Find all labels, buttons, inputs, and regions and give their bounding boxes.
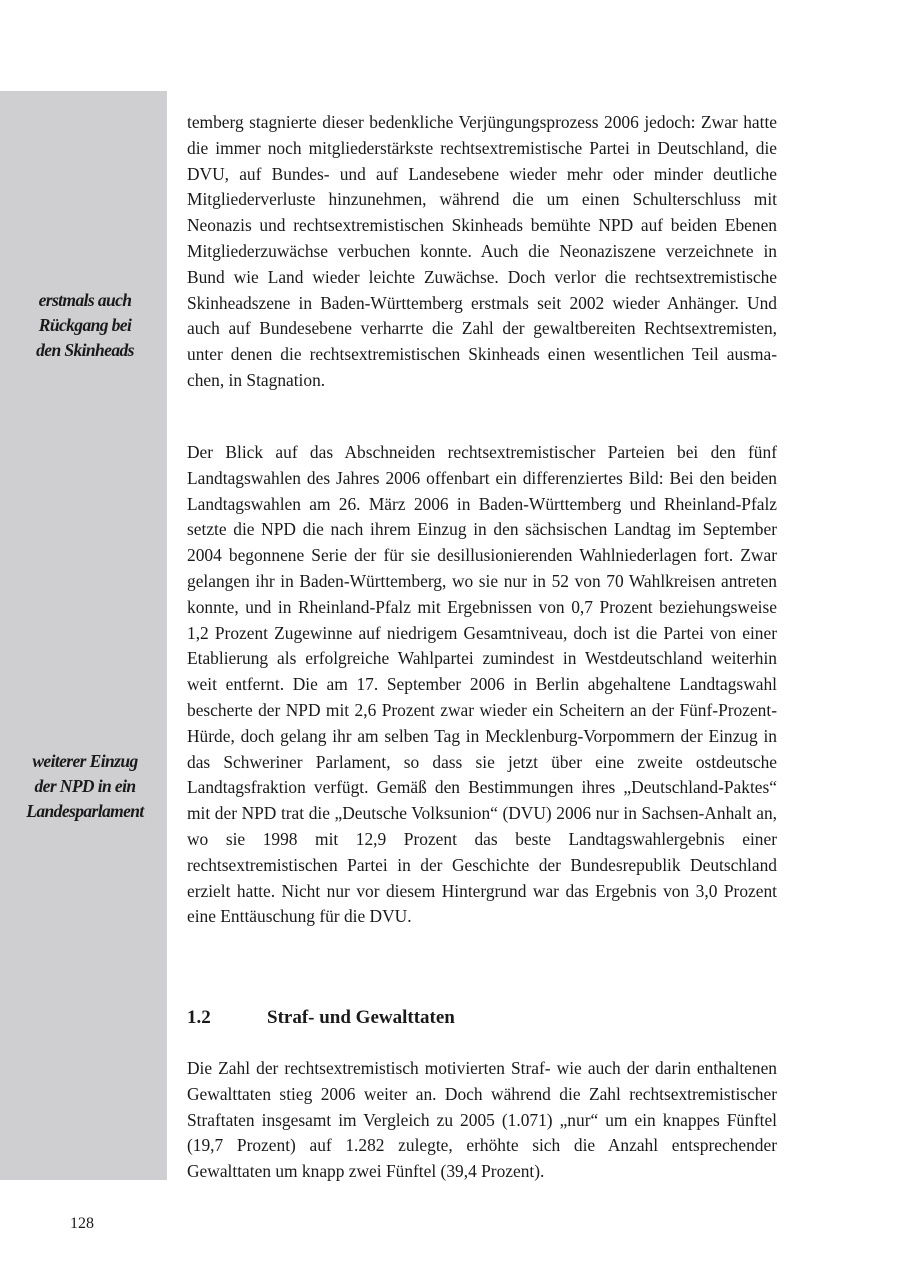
body-paragraph: Die Zahl der rechtsextremistisch motivierten Straf- wie auch der darin enthaltenen Gewalttaten stieg 2006 weiter an. Doch während die Zahl rechtsextremistischer Straftaten insgesamt im Vergleich zu 2005 (1.071) „nur“ um ein knappes Fünftel (19,7 Prozent) auf 1.282 zulegte, erhöhte sich die Anzahl entsprechender Gewalttaten um knapp zwei Fünftel (39,4 Prozent). <box>187 1058 777 1182</box>
margin-note-line: erstmals auch <box>38 290 132 310</box>
section-heading <box>187 1005 455 1031</box>
page-number: 128 <box>70 1215 94 1232</box>
margin-note-line: den Skinheads <box>36 340 134 360</box>
section-title: Straf- und Gewalttaten <box>267 1007 455 1028</box>
margin-note-line: der NPD in ein <box>34 776 136 796</box>
margin-note-column <box>0 91 167 1180</box>
margin-note-line: Landesparlament <box>26 801 144 821</box>
margin-note-skinheads <box>0 288 170 363</box>
margin-note-line: weiterer Einzug <box>32 751 138 771</box>
margin-note-npd-parliament <box>0 749 170 824</box>
margin-note-line: Rückgang bei <box>38 315 132 335</box>
body-paragraph: Der Blick auf das Abschneiden rechtsextremistischer Parteien bei den fünf Landtagswahlen des Jahres 2006 offenbart ein differenziertes Bild: Bei den beiden Landtagswahlen am 26. März 2006 in Baden-Württemberg und Rheinland-Pfalz setzte die NPD die nach ihrem Einzug in den sächsischen Landtag im September 2004 begonnene Serie der für sie desillusionierenden Wahlniederlagen fort. Zwar gelangen ihr in Baden-Württemberg, wo sie nur in 52 von 70 Wahlkreisen antreten konnte, und in Rheinland-Pfalz mit Ergebnissen von 0,7 Prozent beziehungsweise 1,2 Prozent Zugewinne auf niedrigem Gesamtniveau, doch ist die Partei von einer Etablierung als erfolgreiche Wahlpartei zumindest in Westdeutschland weiterhin weit entfernt. Die am 17. September 2006 in Berlin abgehaltene Landtagswahl bescherte der NPD mit 2,6 Prozent zwar wieder ein Scheitern an der Fünf-Prozent-Hürde, doch gelang ihr am selben Tag in Mecklenburg-Vorpommern der Einzug in das Schweriner Parlament, so dass sie jetzt über eine zweite ostdeutsche Landtagsfraktion verfügt. Gemäß den Bestimmungen ihres „Deutschland-Paktes“ mit der NPD trat die „Deutsche Volksunion“ (DVU) 2006 nur in Sachsen-Anhalt an, wo sie 1998 mit 12,9 Prozent das beste Landtagswahlergebnis einer rechtsextremistischen Partei in der Geschichte der Bundesrepublik Deutschland erzielt hatte. Nicht nur vor diesem Hintergrund war das Ergebnis von 3,0 Prozent eine Enttäuschung für die DVU. <box>187 442 777 927</box>
body-paragraph: temberg stagnierte dieser bedenkliche Verjüngungsprozess 2006 jedoch: Zwar hatte die immer noch mitgliederstärkste rechtsextremistische Partei in Deutschland, die DVU, auf Bundes- und auf Landesebene wieder mehr oder minder deutliche Mitgliederverluste hinzunehmen, während die um einen Schulterschluss mit Neonazis und rechtsextremistischen Skinheads bemühte NPD auf beiden Ebenen Mitgliederzuwächse verbuchen konnte. Auch die Neonaziszene verzeichnete in Bund wie Land wieder leichte Zuwächse. Doch verlor die rechtsextremistische Skinheadszene in Baden-Württemberg erstmals seit 2002 wieder Anhänger. Und auch auf Bundesebene verharrte die Zahl der gewaltbereiten Rechtsextremisten, unter denen die rechtsextremistischen Skinheads einen wesentlichen Teil ausmachen, in Stagnation. <box>187 112 777 390</box>
section-number: 1.2 <box>187 1007 211 1028</box>
